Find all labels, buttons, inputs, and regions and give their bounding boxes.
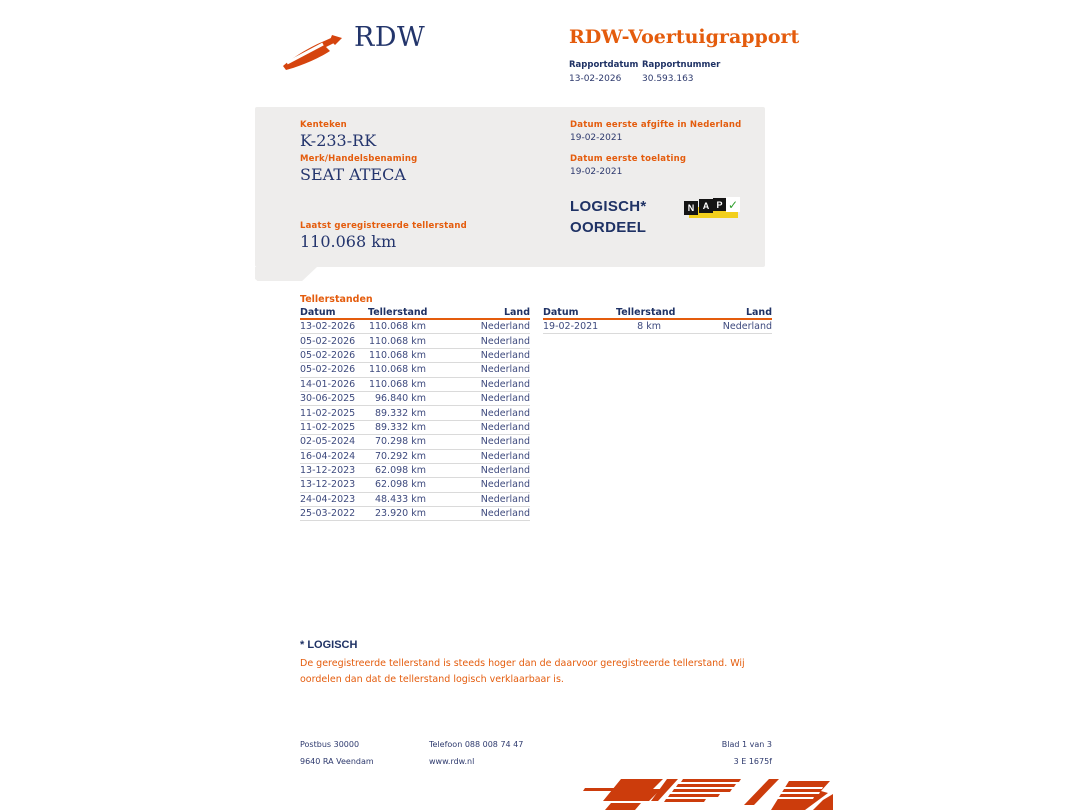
table-row bbox=[300, 507, 530, 521]
table-header-row bbox=[300, 307, 530, 320]
table-row bbox=[300, 435, 530, 449]
cell-datum: 19-02-2021 bbox=[543, 321, 599, 333]
logisch-note-title: * LOGISCH bbox=[300, 639, 358, 651]
footer-page-info bbox=[722, 740, 772, 767]
cell-tellerstand: 89.332 km bbox=[374, 407, 426, 419]
summary-box-notch bbox=[255, 267, 317, 281]
cell-land: Nederland bbox=[480, 493, 530, 505]
cell-datum: 14-01-2026 bbox=[300, 378, 356, 390]
cell-land: Nederland bbox=[480, 364, 530, 376]
cell-datum: 25-03-2022 bbox=[300, 508, 356, 520]
nap-logo bbox=[684, 197, 740, 221]
report-number-label: Rapportnummer bbox=[642, 60, 721, 70]
column-header-datum: Datum bbox=[300, 307, 336, 318]
column-header-datum: Datum bbox=[543, 307, 579, 318]
cell-tellerstand: 23.920 km bbox=[374, 508, 426, 520]
eerste-afgifte-value: 19-02-2021 bbox=[570, 133, 623, 143]
nap-checkmark-icon: ✓ bbox=[727, 197, 739, 212]
table-row bbox=[300, 478, 530, 492]
cell-datum: 13-12-2023 bbox=[300, 479, 356, 491]
cell-land: Nederland bbox=[480, 407, 530, 419]
column-header-land: Land bbox=[745, 307, 772, 318]
cell-tellerstand: 96.840 km bbox=[374, 393, 426, 405]
cell-datum: 05-02-2026 bbox=[300, 349, 356, 361]
cell-tellerstand: 62.098 km bbox=[374, 465, 426, 477]
cell-datum: 05-02-2026 bbox=[300, 364, 356, 376]
laatste-tellerstand-label: Laatst geregistreerde tellerstand bbox=[300, 221, 467, 231]
eerste-afgifte-label: Datum eerste afgifte in Nederland bbox=[570, 120, 742, 130]
cell-tellerstand: 62.098 km bbox=[374, 479, 426, 491]
cell-land: Nederland bbox=[480, 508, 530, 520]
table-row bbox=[300, 493, 530, 507]
report-date-block bbox=[569, 60, 638, 84]
footer-address bbox=[300, 740, 374, 767]
eerste-toelating-value: 19-02-2021 bbox=[570, 167, 623, 177]
table-row bbox=[300, 320, 530, 334]
column-header-tellerstand: Tellerstand bbox=[616, 307, 676, 318]
cell-land: Nederland bbox=[480, 335, 530, 347]
cell-land: Nederland bbox=[480, 349, 530, 361]
nap-letter-p: P bbox=[713, 198, 726, 211]
table-row bbox=[300, 363, 530, 377]
merk-value: SEAT ATECA bbox=[300, 165, 406, 184]
cell-tellerstand: 8 km bbox=[637, 321, 661, 333]
oordeel-verdict bbox=[570, 196, 647, 238]
oordeel-line1: LOGISCH* bbox=[570, 198, 647, 215]
cell-land: Nederland bbox=[480, 465, 530, 477]
nap-letter-n: N bbox=[684, 201, 698, 215]
tellerstanden-heading: Tellerstanden bbox=[300, 294, 373, 305]
footer-website: www.rdw.nl bbox=[429, 757, 475, 766]
report-date-value: 13-02-2026 bbox=[569, 74, 622, 84]
cell-land: Nederland bbox=[480, 378, 530, 390]
tellerstanden-table-right bbox=[543, 307, 772, 334]
cell-land: Nederland bbox=[480, 393, 530, 405]
nap-letter-a: A bbox=[699, 199, 713, 213]
cell-land: Nederland bbox=[722, 321, 772, 333]
table-row bbox=[300, 450, 530, 464]
logisch-note-body: De geregistreerde tellerstand is steeds hoger dan de daarvoor geregistreerde tellerstand. Wij oordelen dan dat de tellerstand logisch verklaarbaar is. bbox=[300, 658, 745, 685]
table-row bbox=[543, 320, 772, 334]
cell-tellerstand: 70.292 km bbox=[374, 450, 426, 462]
cell-tellerstand: 110.068 km bbox=[368, 335, 426, 347]
footer-contact bbox=[429, 740, 523, 767]
oordeel-line2: OORDEEL bbox=[570, 219, 647, 236]
rdw-wordmark: RDW bbox=[354, 22, 426, 53]
kenteken-label: Kenteken bbox=[300, 120, 347, 130]
cell-datum: 02-05-2024 bbox=[300, 436, 356, 448]
cell-datum: 13-12-2023 bbox=[300, 465, 356, 477]
cell-tellerstand: 70.298 km bbox=[374, 436, 426, 448]
table-header-row bbox=[543, 307, 772, 320]
table-row bbox=[300, 421, 530, 435]
cell-datum: 30-06-2025 bbox=[300, 393, 356, 405]
laatste-tellerstand-value: 110.068 km bbox=[300, 232, 397, 251]
cell-tellerstand: 89.332 km bbox=[374, 421, 426, 433]
vehicle-summary-box bbox=[255, 107, 765, 267]
table-row bbox=[300, 334, 530, 348]
report-date-label: Rapportdatum bbox=[569, 60, 639, 70]
cell-datum: 11-02-2025 bbox=[300, 421, 356, 433]
cell-land: Nederland bbox=[480, 479, 530, 491]
cell-land: Nederland bbox=[480, 421, 530, 433]
table-row bbox=[300, 464, 530, 478]
cell-datum: 16-04-2024 bbox=[300, 450, 356, 462]
decorative-stripes-graphic bbox=[583, 772, 833, 810]
footer-address-line2: 9640 RA Veendam bbox=[300, 757, 374, 766]
report-number-value: 30.593.163 bbox=[642, 74, 694, 84]
cell-tellerstand: 110.068 km bbox=[368, 364, 426, 376]
merk-label: Merk/Handelsbenaming bbox=[300, 154, 418, 164]
cell-datum: 13-02-2026 bbox=[300, 321, 356, 333]
cell-datum: 24-04-2023 bbox=[300, 493, 356, 505]
cell-tellerstand: 110.068 km bbox=[368, 321, 426, 333]
cell-tellerstand: 110.068 km bbox=[368, 349, 426, 361]
page-title: RDW-Voertuigrapport bbox=[569, 26, 800, 48]
cell-datum: 05-02-2026 bbox=[300, 335, 356, 347]
footer-phone: Telefoon 088 008 74 47 bbox=[429, 740, 524, 749]
report-number-block bbox=[642, 60, 720, 84]
cell-land: Nederland bbox=[480, 450, 530, 462]
table-row bbox=[300, 378, 530, 392]
column-header-tellerstand: Tellerstand bbox=[368, 307, 428, 318]
footer-page-number: Blad 1 van 3 bbox=[721, 740, 772, 749]
footer-address-line1: Postbus 30000 bbox=[300, 740, 360, 749]
cell-tellerstand: 48.433 km bbox=[374, 493, 426, 505]
footer-form-code: 3 E 1675f bbox=[733, 757, 772, 766]
cell-land: Nederland bbox=[480, 321, 530, 333]
tellerstanden-table-left bbox=[300, 307, 530, 521]
table-row bbox=[300, 406, 530, 420]
kenteken-value: K-233-RK bbox=[300, 131, 377, 150]
column-header-land: Land bbox=[503, 307, 530, 318]
cell-datum: 11-02-2025 bbox=[300, 407, 356, 419]
table-row bbox=[300, 349, 530, 363]
cell-land: Nederland bbox=[480, 436, 530, 448]
cell-tellerstand: 110.068 km bbox=[368, 378, 426, 390]
table-row bbox=[300, 392, 530, 406]
eerste-toelating-label: Datum eerste toelating bbox=[570, 154, 687, 164]
rdw-bird-logo-icon bbox=[282, 29, 346, 73]
